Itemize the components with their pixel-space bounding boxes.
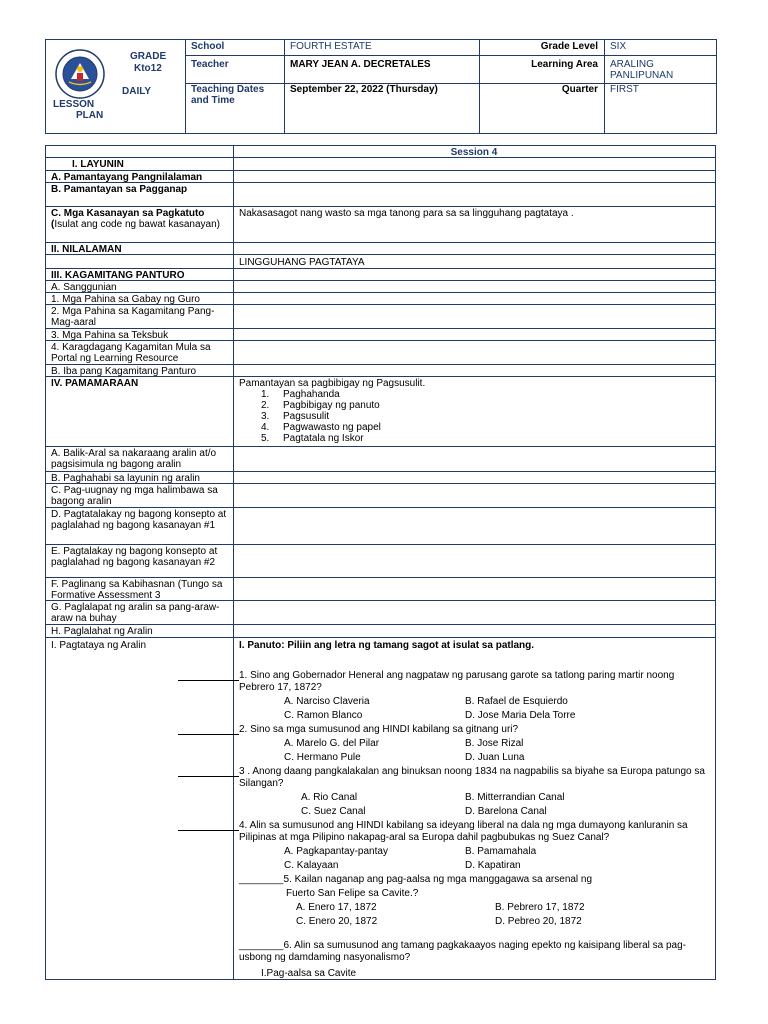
table-row [46,269,715,281]
row-label: D. Pagtatalakay ng bagong konsepto at paglalahad ng bagong kasanayan #1 [51,509,227,531]
question-4: 4. Alin sa sumusunod ang HINDI kabilang sa ideyang liberal na dala ng mga dumayong kanluranin sa Pilipinas at mga Pilipino nakapag-aral sa Europa dahil pagbubukas ng Suez Canal? [239,820,688,843]
table-row [46,329,715,341]
table-row [46,281,715,293]
table-row [46,377,715,447]
row-label: C. Mga Kasanayan sa Pagkatuto (Isulat ang code ng bawat kasanayan) [51,208,221,230]
table-row [46,508,715,545]
option: D. Pebreo 20, 1872 [495,916,582,927]
option: D. Kapatiran [465,860,521,871]
option: A. Rio Canal [301,792,358,803]
quarter-value: FIRST [610,84,639,95]
option: A. Enero 17, 1872 [296,902,377,913]
row-label: C. Pag-uugnay ng mga halimbawa sa bagong aralin [51,485,218,507]
row-label: F. Paglinang sa Kabihasnan (Tungo sa Formative Assessment 3 [51,579,223,601]
list-item: 4. Pagwawasto ng papel [261,422,381,433]
learning-area-label: Learning Area [531,59,598,70]
table-row [46,171,715,183]
row-label: I. LAYUNIN [72,159,124,170]
session-title: Session 4 [450,147,498,158]
row-label: 3. Mga Pahina sa Teksbuk [51,330,169,341]
table-row [46,484,715,508]
table-row [46,447,715,472]
option: C. Ramon Blanco [284,710,363,721]
answer-blank[interactable] [178,776,239,777]
question-5-continued: Fuerto San Felipe sa Cavite.? [286,888,419,899]
list-item: 3. Pagsusulit [261,411,330,422]
dates-value: September 22, 2022 (Thursday) [290,84,438,95]
row-label: B. Pamantayan sa Pagganap [51,184,188,195]
row-label: 2. Mga Pahina sa Kagamitang Pang-Mag-aaral [51,306,215,328]
grade-level-value: SIX [610,41,627,52]
row-label: A. Balik-Aral sa nakaraang aralin at/o pagsisimula ng bagong aralin [51,448,217,470]
list-item: 2. Pagbibigay ng panuto [261,400,380,411]
row-label: 4. Karagdagang Kagamitan Mula sa Portal ng Learning Resource [51,342,211,364]
answer-blank[interactable] [178,734,239,735]
grade-sub: Kto12 [134,63,162,74]
table-row [46,183,715,207]
answer-blank[interactable] [178,680,239,681]
option: A. Narciso Claveria [284,696,370,707]
answer-blank[interactable]: ________ [239,940,284,951]
row-label: G. Paglalapat ng aralin sa pang-araw- araw na buhay [51,602,220,624]
row-label: II. NILALAMAN [51,244,122,255]
answer-blank[interactable] [178,830,239,831]
option: C. Kalayaan [284,860,339,871]
option: D. Barelona Canal [465,806,547,817]
list-item: 1. Paghahanda [261,389,340,400]
table-row [46,472,715,484]
assessment-row [46,638,715,979]
row-label: B. Iba pang Kagamitang Panturo [51,366,197,377]
option: C. Suez Canal [301,806,366,817]
row-value: Nakasasagot nang wasto sa mga tanong para sa sa lingguhang pagtataya . [239,208,574,219]
row-label: IV. PAMAMARAAN [51,378,139,389]
option: B. Pebrero 17, 1872 [495,902,585,913]
row-label: A. Pamantayang Pangnilalaman [51,172,203,183]
answer-blank[interactable]: ________ [239,874,284,885]
school-label: School [191,41,225,52]
teacher-value: MARY JEAN A. DECRETALES [290,59,431,70]
option: B. Rafael de Esquierdo [465,696,568,707]
header-table [45,39,717,134]
procedure-intro: Pamantayan sa pagbibigay ng Pagsusulit. [239,378,426,389]
procedure-list [239,389,709,444]
quarter-label: Quarter [561,84,598,95]
option: C. Hermano Pule [284,752,361,763]
question-2: 2. Sino sa mga sumusunod ang HINDI kabilang sa gitnang uri? [239,724,519,735]
table-row [46,625,715,638]
assessment-instruction: I. Panuto: Piliin ang letra ng tamang sagot at isulat sa patlang. [239,640,535,651]
table-row [46,293,715,305]
question-5: ________5. Kailan naganap ang pag-aalsa ng mga manggagawa sa arsenal ng [239,874,593,885]
table-row [46,601,715,625]
table-row [46,365,715,377]
question-6: ________6. Alin sa sumusunod ang tamang pagkakaayos naging epekto ng kaisipang liberal sa pag-usbong ng damdaming nasyonalismo? [239,940,686,963]
lesson-label: LESSON [53,99,95,110]
table-row [46,305,715,329]
question-1: 1. Sino ang Gobernador Heneral ang nagpataw ng parusang garote sa tatlong paring martir noong Pebrero 17, 1872? [239,670,675,693]
deped-seal-icon [55,49,105,99]
table-row [46,545,715,578]
row-value [239,378,709,444]
row-label: III. KAGAMITANG PANTURO [51,270,185,281]
grade-level-label: Grade Level [540,41,598,52]
daily-label: DAILY [122,86,152,97]
learning-area-value: ARALING PANLIPUNAN [610,59,674,81]
grade-label: GRADE [130,51,167,62]
row-label: E. Pagtalakay ng bagong konsepto at paglalahad ng bagong kasanayan #2 [51,546,218,568]
table-row [46,158,715,171]
row-label: 1. Mga Pahina sa Gabay ng Guro [51,294,200,305]
list-item: 5. Pagtatala ng Iskor [261,433,364,444]
plan-label: PLAN [76,110,104,121]
table-row [46,207,715,243]
row-value: LINGGUHANG PAGTATAYA [239,257,365,268]
row-label: H. Paglalahat ng Aralin [51,626,153,637]
session-row [46,146,715,158]
lesson-table [45,145,716,980]
row-label: I. Pagtataya ng Aralin [51,640,147,651]
option: B. Pamamahala [465,846,537,857]
table-row [46,255,715,269]
option: I.Pag-aalsa sa Cavite [261,968,357,979]
option: D. Juan Luna [465,752,525,763]
school-value: FOURTH ESTATE [290,41,372,52]
row-label: B. Paghahabi sa layunin ng aralin [51,473,200,484]
option: B. Jose Rizal [465,738,524,749]
option: C. Enero 20, 1872 [296,916,378,927]
row-label: A. Sanggunian [51,282,117,293]
option: A. Pagkapantay-pantay [284,846,388,857]
table-row [46,243,715,255]
option: A. Marelo G. del Pilar [284,738,380,749]
option: B. Mitterrandian Canal [465,792,565,803]
dates-label: Teaching Dates and Time [191,84,265,106]
table-row [46,341,715,365]
teacher-label: Teacher [191,59,229,70]
table-row [46,578,715,601]
option: D. Jose Maria Dela Torre [465,710,576,721]
question-3: 3 . Anong daang pangkalakalan ang binuksan noong 1834 na nagpabilis sa biyahe sa Europa patungo sa Silangan? [239,766,705,789]
